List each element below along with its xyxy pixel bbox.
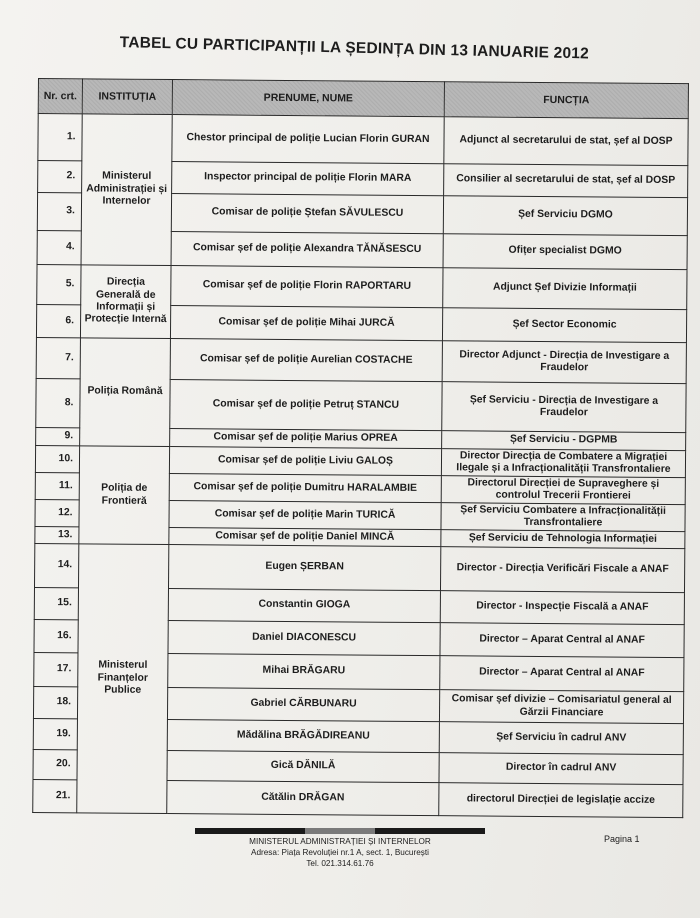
header-functie: FUNCȚIA [444, 82, 688, 119]
participant-name: Daniel DIACONESCU [168, 621, 440, 656]
row-number: 4. [37, 230, 81, 264]
institution-cell: Ministerul Administrației și Internelor [81, 114, 172, 266]
participant-function: Șef Serviciu Combatere a Infracționalității Transfrontaliere [441, 503, 685, 532]
row-number: 13. [35, 526, 79, 543]
row-number: 1. [38, 114, 82, 161]
participant-name: Comisar de poliție Ștefan SĂVULESCU [171, 194, 443, 234]
participant-function: Consilier al secretarului de stat, șef al DOSP [444, 164, 688, 198]
row-number: 14. [34, 543, 78, 587]
participant-function: Directorul Direcției de Supraveghere și controlul Trecerii Frontierei [441, 476, 685, 505]
participant-name: Comisar șef de poliție Alexandra TĂNĂSESCU [171, 232, 443, 268]
institution-cell: Poliția de Frontieră [79, 446, 170, 545]
table-row [38, 114, 688, 166]
participant-function: Șef Serviciu de Tehnologia Informației [441, 530, 685, 549]
participant-function: Șef Sector Economic [442, 308, 686, 343]
participant-name: Comisar șef de poliție Petruț STANCU [170, 380, 442, 431]
header-nr: Nr. crt. [38, 79, 82, 114]
participant-function: Șef Serviciu - DGPMB [442, 431, 686, 451]
row-number: 2. [38, 161, 82, 193]
participant-name: Comisar șef de poliție Florin RAPORTARU [171, 266, 443, 308]
participant-name: Eugen ȘERBAN [168, 545, 440, 591]
participant-function: Comisar șef divizie – Comisariatul general al Gărzii Financiare [439, 690, 683, 724]
participant-name: Mihai BRĂGARU [168, 654, 440, 690]
participant-name: Gică DĂNILĂ [167, 751, 439, 783]
row-number: 5. [37, 264, 81, 304]
institution-cell: Ministerul Finanțelor Publice [77, 544, 169, 814]
participant-name: Comisar șef de poliție Mihai JURCĂ [170, 306, 442, 341]
institution-cell: Direcția Generală de Informații și Protecție Internă [80, 265, 171, 339]
institution-cell: Poliția Română [80, 338, 171, 447]
participant-function: directorul Direcției de legislație accize [439, 783, 683, 818]
row-number: 12. [35, 499, 79, 526]
participant-function: Adjunct al secretarului de stat, șef al DOSP [444, 117, 688, 166]
row-number: 16. [34, 619, 78, 652]
participant-name: Comisar șef de poliție Aurelian COSTACHE [170, 339, 442, 382]
row-number: 19. [33, 718, 77, 749]
row-number: 10. [35, 445, 79, 472]
header-institutie: INSTITUȚIA [82, 79, 172, 115]
participant-name: Comisar șef de poliție Liviu GALOȘ [169, 447, 441, 476]
participant-function: Director – Aparat Central al ANAF [440, 623, 684, 658]
participant-function: Director - Direcția Verificări Fiscale a ANAF [440, 547, 684, 593]
participant-function: Director în cadrul ANV [439, 753, 683, 785]
participant-name: Comisar șef de poliție Marius OPREA [170, 429, 442, 449]
participant-function: Director – Aparat Central al ANAF [440, 656, 684, 692]
participant-function: Director Adjunct - Direcția de Investigare a Fraudelor [442, 341, 686, 384]
table-row [35, 445, 685, 477]
participant-function: Ofițer specialist DGMO [443, 234, 687, 270]
footer-address: Adresa: Piața Revoluției nr.1 A, sect. 1, București [251, 848, 429, 858]
row-number: 18. [33, 686, 77, 718]
footer-divider-bar [195, 828, 485, 834]
participant-name: Comisar șef de poliție Daniel MINCĂ [169, 528, 441, 547]
table-row [34, 543, 684, 592]
participant-name: Cătălin DRĂGAN [167, 781, 439, 816]
participant-function: Șef Serviciu în cadrul ANV [439, 722, 683, 755]
participant-function: Director Direcția de Combatere a Migrației Ilegale și a Infracționalității Transfrontaliere [441, 449, 685, 478]
document-title: TABEL CU PARTICIPANȚII LA ȘEDINȚA DIN 13 IANUARIE 2012 [119, 34, 590, 63]
table-row [36, 337, 686, 383]
participant-name: Gabriel CĂRBUNARU [167, 688, 439, 722]
participant-name: Comisar șef de poliție Marin TURICĂ [169, 501, 441, 530]
page-number: Pagina 1 [604, 834, 640, 844]
participants-table [32, 78, 689, 818]
participant-name: Constantin GIOGA [168, 589, 440, 623]
participant-name: Chestor principal de poliție Lucian Florin GURAN [172, 115, 444, 164]
participant-name: Comisar șef de poliție Dumitru HARALAMBIE [169, 474, 441, 503]
participant-function: Șef Serviciu - Direcția de Investigare a Fraudelor [442, 382, 686, 433]
table-row [37, 264, 687, 309]
participant-name: Mădălina BRĂGĂDIREANU [167, 720, 439, 753]
row-number: 3. [37, 193, 81, 231]
participant-name: Inspector principal de poliție Florin MARA [172, 162, 444, 196]
participant-function: Șef Serviciu DGMO [443, 196, 687, 236]
header-nume: PRENUME, NUME [172, 80, 444, 117]
row-number: 15. [34, 587, 78, 619]
footer-phone: Tel. 021.314.61.76 [306, 859, 374, 869]
footer-ministry: MINISTERUL ADMINISTRAȚIEI ȘI INTERNELOR [249, 837, 431, 846]
row-number: 7. [36, 337, 80, 378]
table-header-row [38, 79, 688, 119]
row-number: 11. [35, 472, 79, 499]
participant-function: Director - Inspecție Fiscală a ANAF [440, 591, 684, 625]
row-number: 8. [36, 378, 80, 427]
row-number: 6. [36, 304, 80, 337]
row-number: 21. [33, 779, 77, 812]
row-number: 9. [36, 427, 80, 445]
participants-table-wrapper [32, 78, 688, 818]
participant-function: Adjunct Șef Divizie Informații [443, 268, 687, 310]
row-number: 17. [34, 652, 78, 686]
row-number: 20. [33, 749, 77, 779]
page-footer [190, 828, 490, 869]
